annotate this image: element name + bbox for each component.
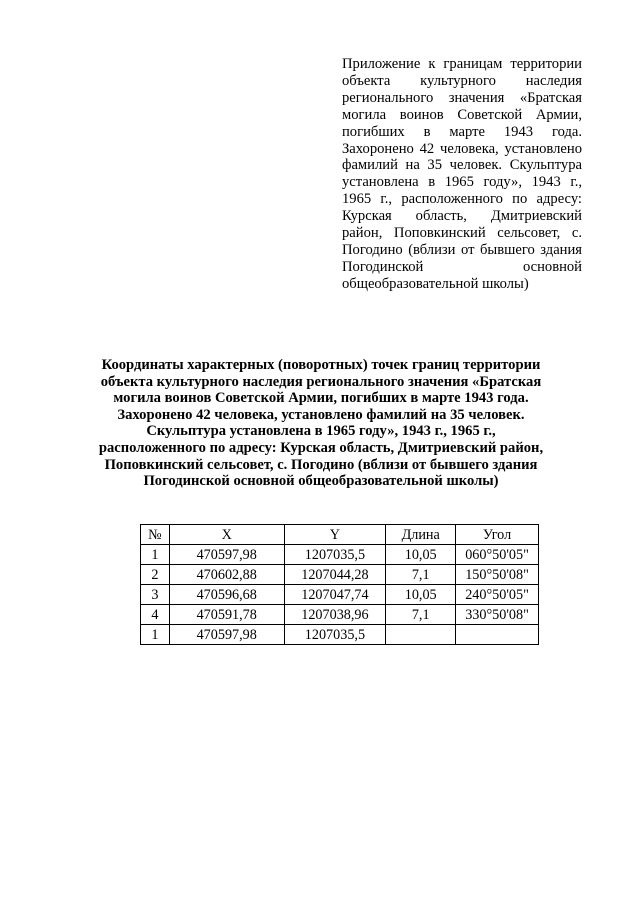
cell-y: 1207047,74	[284, 585, 386, 605]
cell-angle: 240°50'05"	[456, 585, 539, 605]
header-number: №	[141, 525, 170, 545]
table-row	[141, 585, 539, 605]
cell-angle: 330°50'08"	[456, 605, 539, 625]
cell-number: 2	[141, 565, 170, 585]
cell-number: 4	[141, 605, 170, 625]
document-title: Координаты характерных (поворотных) точек границ территории объекта культурного наследия регионального значения «Братская могила воинов Советской Армии, погибших в марте 1943 года. Захоронено 42 человека, установлено фамилий на 35 человек. Скульптура установлена в 1965 году», 1943 г., 1965 г., расположенного по адресу: Курская область, Дмитриевский район, Поповкинский сельсовет, с. Погодино (вблизи от бывшего здания Погодинской основной общеобразовательной школы)	[98, 357, 544, 490]
cell-number: 1	[141, 545, 170, 565]
table-header-row	[141, 525, 539, 545]
cell-x: 470602,88	[169, 565, 284, 585]
table-row	[141, 625, 539, 645]
header-y: Y	[284, 525, 386, 545]
cell-length: 10,05	[386, 545, 456, 565]
cell-y: 1207044,28	[284, 565, 386, 585]
cell-y: 1207035,5	[284, 625, 386, 645]
table-row	[141, 545, 539, 565]
cell-number: 3	[141, 585, 170, 605]
appendix-note: Приложение к границам территории объекта культурного наследия регионального значения «Братская могила воинов Советской Армии, погибших в марте 1943 года. Захоронено 42 человека, установлено фамилий на 35 человек. Скульптура установлена в 1965 году», 1943 г., 1965 г., расположенного по адресу: Курская область, Дмитриевский район, Поповкинский сельсовет, с. Погодино (вблизи от бывшего здания Погодинской основной общеобразовательной школы)	[342, 56, 582, 292]
cell-length: 10,05	[386, 585, 456, 605]
coordinates-table	[140, 524, 539, 645]
cell-angle: 150°50'08"	[456, 565, 539, 585]
cell-angle	[456, 625, 539, 645]
cell-x: 470597,98	[169, 625, 284, 645]
cell-angle: 060°50'05"	[456, 545, 539, 565]
header-x: X	[169, 525, 284, 545]
cell-y: 1207038,96	[284, 605, 386, 625]
table-row	[141, 565, 539, 585]
cell-y: 1207035,5	[284, 545, 386, 565]
cell-length	[386, 625, 456, 645]
header-length: Длина	[386, 525, 456, 545]
cell-number: 1	[141, 625, 170, 645]
header-angle: Угол	[456, 525, 539, 545]
cell-length: 7,1	[386, 565, 456, 585]
cell-x: 470591,78	[169, 605, 284, 625]
cell-x: 470596,68	[169, 585, 284, 605]
cell-length: 7,1	[386, 605, 456, 625]
table-row	[141, 605, 539, 625]
cell-x: 470597,98	[169, 545, 284, 565]
